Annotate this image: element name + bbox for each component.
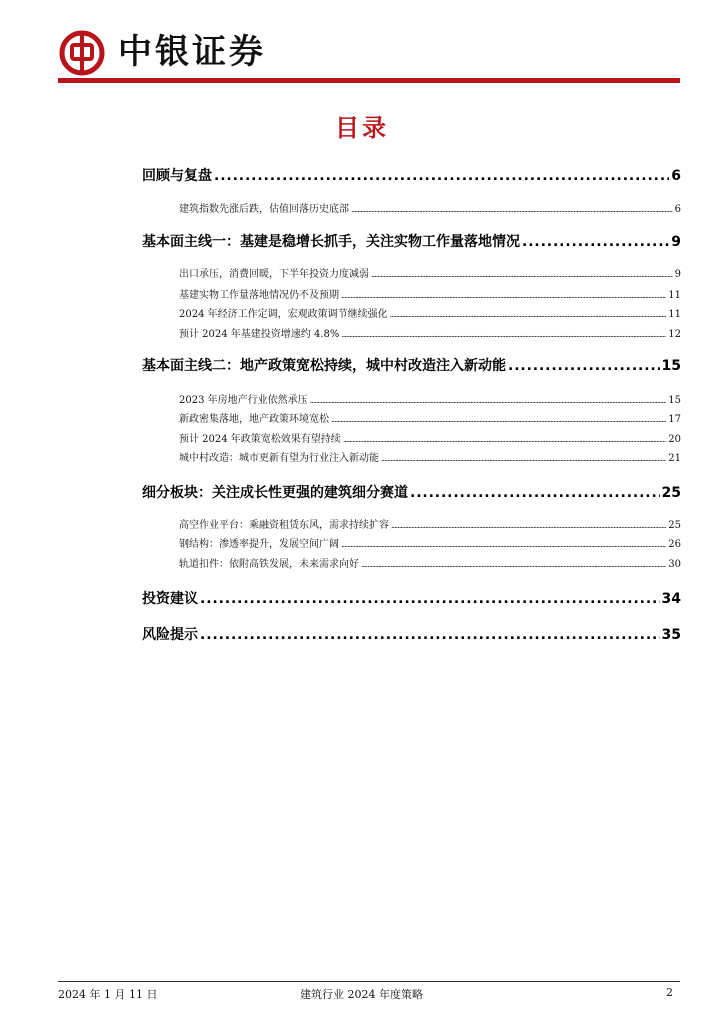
toc-subsection-entry[interactable] xyxy=(142,410,681,425)
toc-subsection-entry[interactable] xyxy=(142,286,681,301)
toc-page-number: 6 xyxy=(671,168,681,184)
page-header xyxy=(58,28,680,84)
header-divider xyxy=(58,78,680,83)
toc-leader-dots xyxy=(381,453,666,464)
toc-entry-title: 投资建议 xyxy=(142,591,198,607)
footer-page-number: 2 xyxy=(666,986,673,999)
toc-leader-dots xyxy=(310,395,667,406)
toc-page-number: 21 xyxy=(668,453,681,464)
toc-leader-dots xyxy=(371,269,673,280)
toc-entry-title: 钢结构：渗透率提升，发展空间广阔 xyxy=(179,539,339,550)
toc-leader-dots xyxy=(390,309,667,320)
toc-leader-dots xyxy=(351,204,673,215)
toc-page-number: 9 xyxy=(674,269,681,280)
toc-entry-title: 城中村改造：城市更新有望为行业注入新动能 xyxy=(179,453,379,464)
toc-page-number: 25 xyxy=(661,485,681,501)
toc-page-number: 11 xyxy=(668,309,681,320)
toc-subsection-entry[interactable] xyxy=(142,325,681,340)
toc-section-entry[interactable] xyxy=(142,588,681,608)
toc-leader-dots xyxy=(331,414,666,425)
toc-entry-title: 建筑指数先涨后跌，估值回落历史底部 xyxy=(179,204,349,215)
toc-page-number: 9 xyxy=(671,234,681,250)
toc-page-number: 15 xyxy=(661,358,681,374)
toc-subsection-entry[interactable] xyxy=(142,449,681,464)
toc-section-entry[interactable] xyxy=(142,231,681,251)
footer-report-title: 建筑行业 2024 年度策略 xyxy=(300,988,423,1001)
toc-entry-title: 2023 年房地产行业依然承压 xyxy=(179,395,308,406)
toc-page-number: 6 xyxy=(674,204,681,215)
toc-section-entry[interactable] xyxy=(142,355,681,375)
footer-divider xyxy=(58,981,680,982)
toc-entry-title: 2024 年经济工作定调，宏观政策调节继续强化 xyxy=(179,309,388,320)
toc-entry-title: 出口承压，消费回暖，下半年投资力度减弱 xyxy=(179,269,369,280)
toc-leader-dots xyxy=(391,520,666,531)
toc-leader-dots xyxy=(341,290,666,301)
toc-entry-title: 基本面主线二：地产政策宽松持续，城中村改造注入新动能 xyxy=(142,358,506,374)
brand-name: 中银证券 xyxy=(118,32,266,72)
toc-page-number: 12 xyxy=(668,329,681,340)
toc-page-number: 17 xyxy=(668,414,681,425)
toc-leader-dots xyxy=(343,434,666,445)
toc-page-number: 11 xyxy=(668,290,681,301)
toc-entry-title: 高空作业平台：乘融资租赁东风，需求持续扩容 xyxy=(179,520,389,531)
toc-entry-title: 风险提示 xyxy=(142,627,198,643)
toc-page-number: 34 xyxy=(661,591,681,607)
toc-entry-title: 回顾与复盘 xyxy=(142,168,212,184)
toc-leader-dots xyxy=(410,485,660,501)
toc-leader-dots xyxy=(200,627,660,643)
toc-subsection-entry[interactable] xyxy=(142,535,681,550)
toc-leader-dots xyxy=(214,168,669,184)
toc-subsection-entry[interactable] xyxy=(142,430,681,445)
toc-entry-title: 预计 2024 年政策宽松效果有望持续 xyxy=(179,434,341,445)
toc-entry-title: 预计 2024 年基建投资增速约 4.8% xyxy=(179,329,340,340)
toc-page-number: 26 xyxy=(668,539,681,550)
toc-entry-title: 新政密集落地，地产政策环境宽松 xyxy=(179,414,329,425)
toc-page-number: 20 xyxy=(668,434,681,445)
toc-entry-title: 基本面主线一：基建是稳增长抓手，关注实物工作量落地情况 xyxy=(142,234,520,250)
toc-subsection-entry[interactable] xyxy=(142,265,681,280)
toc-leader-dots xyxy=(522,234,669,250)
toc-title: 目录 xyxy=(335,114,389,142)
toc-subsection-entry[interactable] xyxy=(142,516,681,531)
toc-page-number: 15 xyxy=(668,395,681,406)
toc-entry-title: 细分板块：关注成长性更强的建筑细分赛道 xyxy=(142,485,408,501)
toc-subsection-entry[interactable] xyxy=(142,200,681,215)
toc-page-number: 35 xyxy=(661,627,681,643)
toc-page-number: 25 xyxy=(668,520,681,531)
toc-leader-dots xyxy=(361,559,666,570)
bank-of-china-logo-icon xyxy=(58,29,106,77)
toc-leader-dots xyxy=(200,591,660,607)
toc-subsection-entry[interactable] xyxy=(142,391,681,406)
footer-date: 2024 年 1 月 11 日 xyxy=(58,988,158,1001)
toc-subsection-entry[interactable] xyxy=(142,305,681,320)
toc-section-entry[interactable] xyxy=(142,624,681,644)
toc-leader-dots xyxy=(508,358,660,374)
toc-section-entry[interactable] xyxy=(142,482,681,502)
toc-entry-title: 基建实物工作量落地情况仍不及预期 xyxy=(179,290,339,301)
toc-leader-dots xyxy=(341,329,666,340)
toc-subsection-entry[interactable] xyxy=(142,555,681,570)
toc-leader-dots xyxy=(341,539,666,550)
toc-entry-title: 轨道扣件：依附高铁发展，未来需求向好 xyxy=(179,559,359,570)
toc-page-number: 30 xyxy=(668,559,681,570)
toc-section-entry[interactable] xyxy=(142,165,681,185)
